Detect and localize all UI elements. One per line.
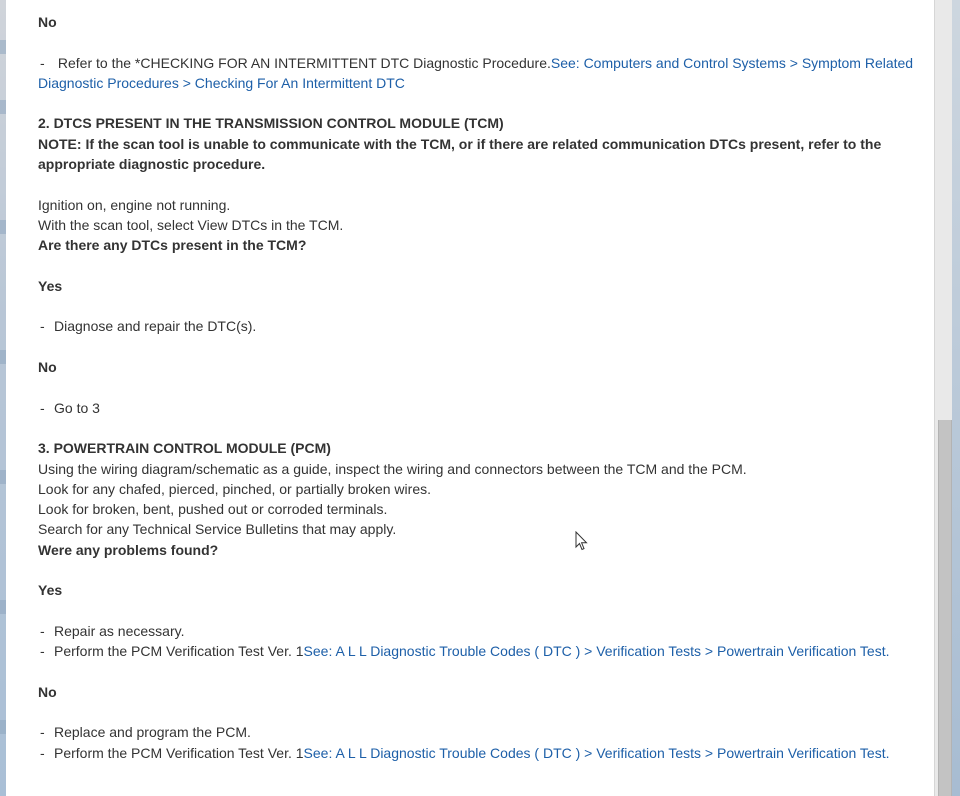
window-right-edge	[952, 0, 960, 796]
list-item-text: Perform the PCM Verification Test Ver. 1	[54, 744, 304, 761]
list-item-text: Repair as necessary.	[54, 622, 185, 639]
step-2-note: NOTE: If the scan tool is unable to communicate with the TCM, or if there are related communication DTCs present, refer to the appropriate diagnostic procedure.	[38, 135, 882, 173]
powertrain-verification-link[interactable]: See: A L L Diagnostic Trouble Codes ( DTC ) > Verification Tests > Powertrain Verification Test.	[303, 744, 890, 761]
step-3-heading: 3. POWERTRAIN CONTROL MODULE (PCM)	[38, 440, 331, 457]
list-item: - Refer to the *CHECKING FOR AN INTERMITTENT DTC Diagnostic Procedure.See: Computers and Control Systems > Symptom Related Diagnostic Procedures > Checking For An Intermittent DTC	[38, 54, 914, 91]
scrollbar-thumb[interactable]	[938, 420, 952, 796]
list-item: - Perform the PCM Verification Test Ver. 1See: A L L Diagnostic Trouble Codes ( DTC ) > Verification Tests > Powertrain Verification Test.	[40, 643, 890, 660]
list-item: - Diagnose and repair the DTC(s).	[40, 318, 257, 335]
list-item-text: Diagnose and repair the DTC(s).	[54, 318, 257, 335]
step-3-instruction: Search for any Technical Service Bulletins that may apply.	[38, 521, 397, 538]
step-3-instruction: Look for any chafed, pierced, pinched, or partially broken wires.	[38, 480, 431, 497]
step-3-question: Were any problems found?	[38, 541, 219, 558]
list-item: - Repair as necessary.	[40, 622, 185, 639]
list-item: - Replace and program the PCM.	[40, 724, 251, 741]
list-item-text: Replace and program the PCM.	[54, 724, 251, 741]
intermittent-dtc-link[interactable]: See: Computers and Control Systems > Symptom Related Diagnostic Procedures > Checking For An Intermittent DTC	[38, 54, 914, 91]
powertrain-verification-link[interactable]: See: A L L Diagnostic Trouble Codes ( DTC ) > Verification Tests > Powertrain Verification Test.	[303, 643, 890, 660]
step-2-instruction: Ignition on, engine not running.	[38, 196, 231, 213]
list-item-text: Refer to the *CHECKING FOR AN INTERMITTENT DTC Diagnostic Procedure.	[57, 54, 551, 71]
window-left-edge	[0, 0, 6, 796]
list-item: - Go to 3	[40, 399, 100, 416]
step-2-heading: 2. DTCS PRESENT IN THE TRANSMISSION CONTROL MODULE (TCM)	[38, 115, 504, 132]
list-item: - Perform the PCM Verification Test Ver. 1See: A L L Diagnostic Trouble Codes ( DTC ) > Verification Tests > Powertrain Verification Test.	[40, 744, 890, 761]
mouse-cursor-icon	[575, 531, 589, 552]
answer-yes-heading: Yes	[38, 582, 63, 599]
step-3-instruction: Look for broken, bent, pushed out or corroded terminals.	[38, 501, 388, 518]
step-3-instruction: Using the wiring diagram/schematic as a guide, inspect the wiring and connectors between the TCM and the PCM.	[38, 460, 747, 477]
list-item-text: Go to 3	[54, 399, 100, 416]
answer-no-heading: No	[38, 14, 57, 30]
answer-yes-heading: Yes	[38, 277, 63, 294]
list-item-text: Perform the PCM Verification Test Ver. 1	[54, 643, 304, 660]
answer-no-heading: No	[38, 359, 57, 376]
step-2-question: Are there any DTCs present in the TCM?	[38, 237, 307, 254]
step-2-instruction: With the scan tool, select View DTCs in the TCM.	[38, 216, 344, 233]
answer-no-heading: No	[38, 683, 57, 700]
procedure-content	[38, 12, 918, 763]
